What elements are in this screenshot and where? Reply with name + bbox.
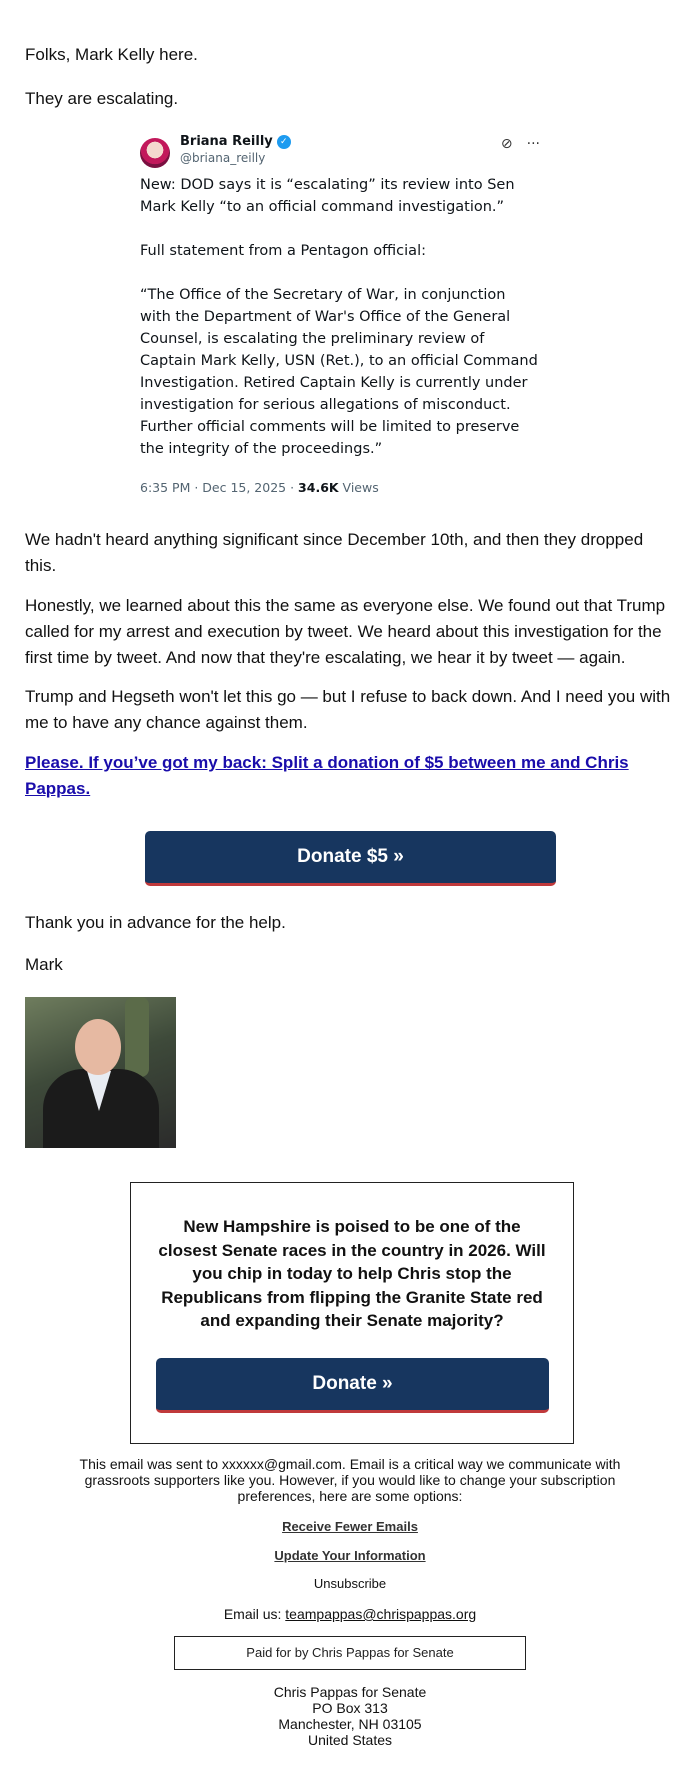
greeting: Folks, Mark Kelly here. [25, 45, 198, 64]
address-line: Chris Pappas for Senate [273, 1684, 427, 1700]
tweet-meta [140, 480, 540, 495]
receive-fewer-emails-link[interactable]: Receive Fewer Emails [282, 1519, 418, 1534]
tweet-timestamp: 6:35 PM · Dec 15, 2025 · [140, 480, 299, 495]
tweet-text: New: DOD says it is “escalating” its review into Sen Mark Kelly “to an official command investigation.” [140, 177, 515, 215]
address-line: PO Box 313 [312, 1700, 388, 1716]
donate-button[interactable]: Donate » [156, 1358, 549, 1413]
appeal-box [130, 1182, 574, 1444]
tweet-views-count: 34.6K [298, 480, 339, 495]
tweet-handle: @briana_reilly [180, 151, 266, 165]
mark-kelly-photo [25, 997, 176, 1148]
mailing-address [60, 1684, 640, 1748]
footer [60, 1456, 640, 1748]
email-label: Email us: [223, 1606, 286, 1622]
address-line: Manchester, NH 03105 [278, 1716, 422, 1732]
body-paragraph: Honestly, we learned about this the same as everyone else. We found out that Trump called for my arrest and execution by tweet. We heard about this investigation for the first time by tweet. And now that they're escalating, we hear it by tweet — again. [25, 596, 666, 667]
unsubscribe-link[interactable]: Unsubscribe [313, 1576, 387, 1591]
signoff: Mark [25, 955, 63, 974]
donate-5-button[interactable]: Donate $5 » [145, 831, 556, 886]
paid-for-disclaimer: Paid for by Chris Pappas for Senate [174, 1636, 526, 1670]
tweet-avatar [140, 138, 170, 168]
footer-notice: This email was sent to xxxxxx@gmail.com. Email is a critical way we communicate with grassroots supporters like you. However, if you would like to change your subscription preferences, here are some options: [79, 1456, 621, 1504]
tweet-author: Briana Reilly [180, 134, 273, 149]
address-line: United States [307, 1732, 393, 1748]
grok-icon[interactable]: ⊘ [500, 136, 513, 152]
thanks-line: Thank you in advance for the help. [25, 913, 286, 932]
tweet-text: Full statement from a Pentagon official: [140, 243, 426, 259]
verified-badge-icon: ✓ [277, 135, 291, 149]
more-options-icon[interactable]: ··· [526, 136, 540, 152]
tweet-text: “The Office of the Secretary of War, in conjunction with the Department of War's Office of the General Counsel, is escalating the preliminary review of Captain Mark Kelly, USN (Ret.), to an official Command Investigation. Retired Captain Kelly is currently under investigation for serious allegations of misconduct. Further official comments will be limited to preserve the integrity of the proceedings.” [140, 287, 538, 457]
intro-line: They are escalating. [25, 89, 179, 108]
embedded-tweet[interactable] [140, 134, 540, 495]
contact-email-link[interactable]: teampappas@chrispappas.org [285, 1606, 477, 1622]
body-paragraph: We hadn't heard anything significant since December 10th, and then they dropped this. [25, 530, 644, 575]
tweet-views-label: Views [338, 480, 379, 495]
appeal-text: New Hampshire is poised to be one of the closest Senate races in the country in 2026. Will you chip in today to help Chris stop the Republicans from flipping the Granite State red and expanding their Senate majority? [158, 1217, 546, 1330]
body-paragraph: Trump and Hegseth won't let this go — but I refuse to back down. And I need you with me to have any chance against them. [25, 687, 671, 732]
donation-link[interactable]: Please. If you’ve got my back: Split a donation of $5 between me and Chris Pappas. [25, 753, 629, 798]
update-information-link[interactable]: Update Your Information [274, 1548, 426, 1563]
